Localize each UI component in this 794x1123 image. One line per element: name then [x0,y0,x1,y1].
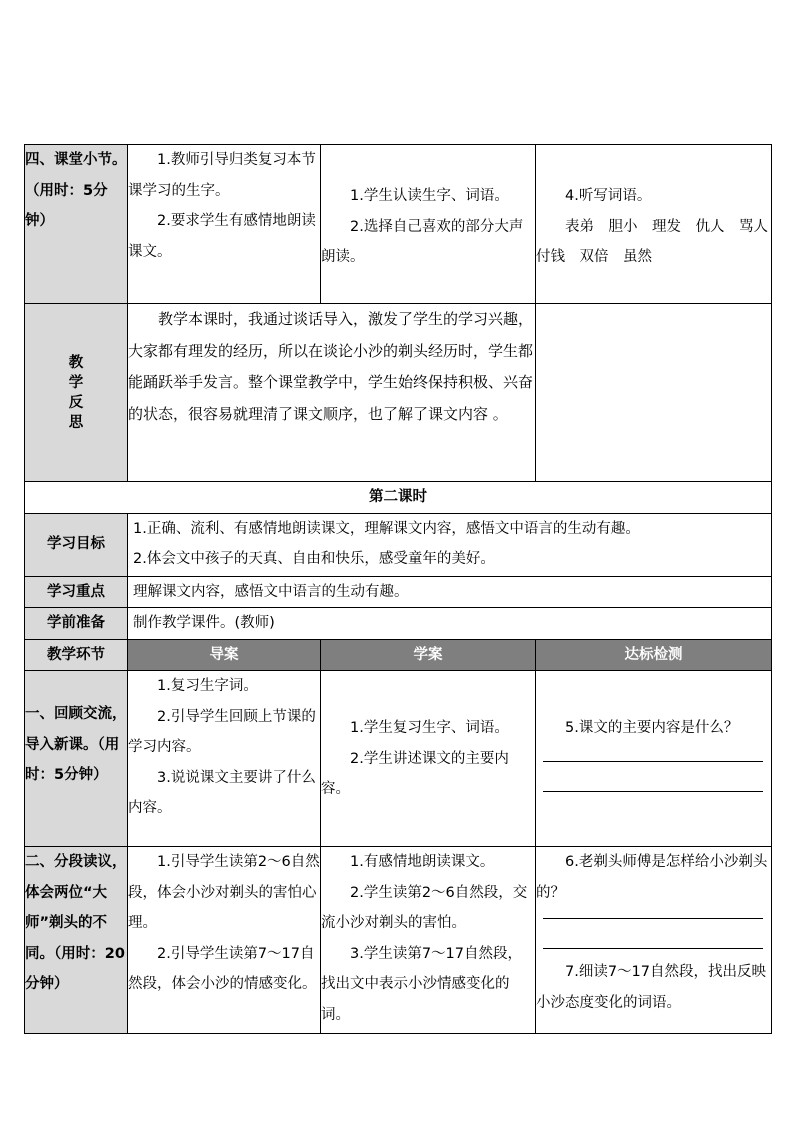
step1-guide-3: 3.说说课文主要讲了什么内容。 [128,769,316,816]
section4-study [321,145,536,304]
step2-label [25,847,128,1034]
step2-study-1: 1.有感情地朗读课文。 [350,854,495,870]
section4-row [25,145,772,304]
answer-line[interactable] [543,761,763,762]
step1-label-text: 一、回顾交流，导入新课。（用时：5分钟） [25,706,127,783]
step2-study-3: 3.学生读第7～17自然段，找出文中表示小沙情感变化的词。 [321,945,523,1023]
key-row [25,576,772,608]
answer-line[interactable] [543,918,763,919]
step1-check [536,671,772,847]
reflection-label [25,304,128,482]
step2-check [536,847,772,1034]
step1-row [25,671,772,847]
section4-study-1: 1.学生认读生字、词语。 [350,188,509,204]
reflection-label-char-4: 思 [68,414,84,431]
step2-study-2: 2.学生读第2～6自然段，交流小沙对剃头的害怕。 [321,884,528,931]
lesson-plan-table [24,144,783,1034]
lesson2-title-row [25,482,772,514]
goals-row [25,513,772,576]
step1-check-question: 5.课文的主要内容是什么？ [565,720,739,736]
step1-study [321,671,536,847]
step2-guide-2: 2.引导学生读第7～17自然段，体会小沙的情感变化。 [128,945,317,992]
section4-guide-1: 1.教师引导归类复习本节课学习的生字。 [128,152,316,199]
header-col-step: 教学环节 [25,639,128,671]
section4-guide-2: 2.要求学生有感情地朗读课文。 [128,213,316,260]
prep-row [25,608,772,640]
section4-check-title: 4.听写词语。 [565,188,652,204]
answer-line[interactable] [543,791,763,792]
step2-guide-1: 1.引导学生读第2～6自然段，体会小沙对剃头的害怕心理。 [128,854,320,931]
step1-label [25,671,128,847]
step1-guide-2: 2.引导学生回顾上节课的学习内容。 [128,708,316,755]
step2-label-text: 二、分段读议，体会两位“大师”剃头的不同。（用时：20分钟） [25,854,127,992]
step2-check-6: 6.老剃头师傅是怎样给小沙剃头的？ [536,854,768,901]
reflection-label-char-2: 学 [68,374,84,391]
prep-label: 学前准备 [25,608,128,640]
step1-study-1: 1.学生复习生字、词语。 [350,720,509,736]
step2-study [321,847,536,1034]
section4-study-2: 2.选择自己喜欢的部分大声朗读。 [321,218,524,265]
section4-label-text: 四、课堂小节。（用时：5分钟） [25,152,127,229]
step1-guide-1: 1.复习生字词。 [157,678,258,694]
goal-2: 2.体会文中孩子的天真、自由和快乐，感受童年的美好。 [133,551,495,567]
reflection-label-char-1: 教 [68,354,84,371]
prep-text: 制作教学课件。(教师) [128,608,772,640]
goals-cell [128,513,772,576]
goal-1: 1.正确、流利、有感情地朗读课文，理解课文内容，感悟文中语言的生动有趣。 [133,520,640,537]
answer-line[interactable] [543,948,763,949]
step1-study-2: 2.学生讲述课文的主要内容。 [321,750,509,797]
key-text: 理解课文内容，感悟文中语言的生动有趣。 [128,576,772,608]
reflection-text-cell [128,304,536,482]
section4-guide [128,145,321,304]
reflection-label-char-3: 反 [68,394,84,411]
goals-label: 学习目标 [25,513,128,576]
step1-guide [128,671,321,847]
step2-guide [128,847,321,1034]
reflection-text: 教学本课时，我通过谈话导入，激发了学生的学习兴趣，大家都有理发的经历，所以在谈论小沙的剃头经历时，学生都能踊跃举手发言。整个课堂教学中，学生始终保持积极、兴奋的状态，很容易就理清了课文顺序，也了解了课文内容 。 [128,310,534,423]
header-col-guide: 导案 [128,639,321,671]
header-col-study: 学案 [321,639,536,671]
section4-check-words: 表弟 胆小 理发 仇人 骂人 付钱 双倍 虽然 [536,218,783,265]
reflection-empty-cell [536,304,772,482]
section4-label [25,145,128,304]
step2-check-7: 7.细读7～17自然段，找出反映小沙态度变化的词语。 [536,964,767,1011]
reflection-row [25,304,772,482]
step2-row [25,847,772,1034]
key-label: 学习重点 [25,576,128,608]
lesson2-title: 第二课时 [25,482,772,514]
header-col-check: 达标检测 [536,639,772,671]
table-header-row [25,639,772,671]
section4-check [536,145,783,304]
